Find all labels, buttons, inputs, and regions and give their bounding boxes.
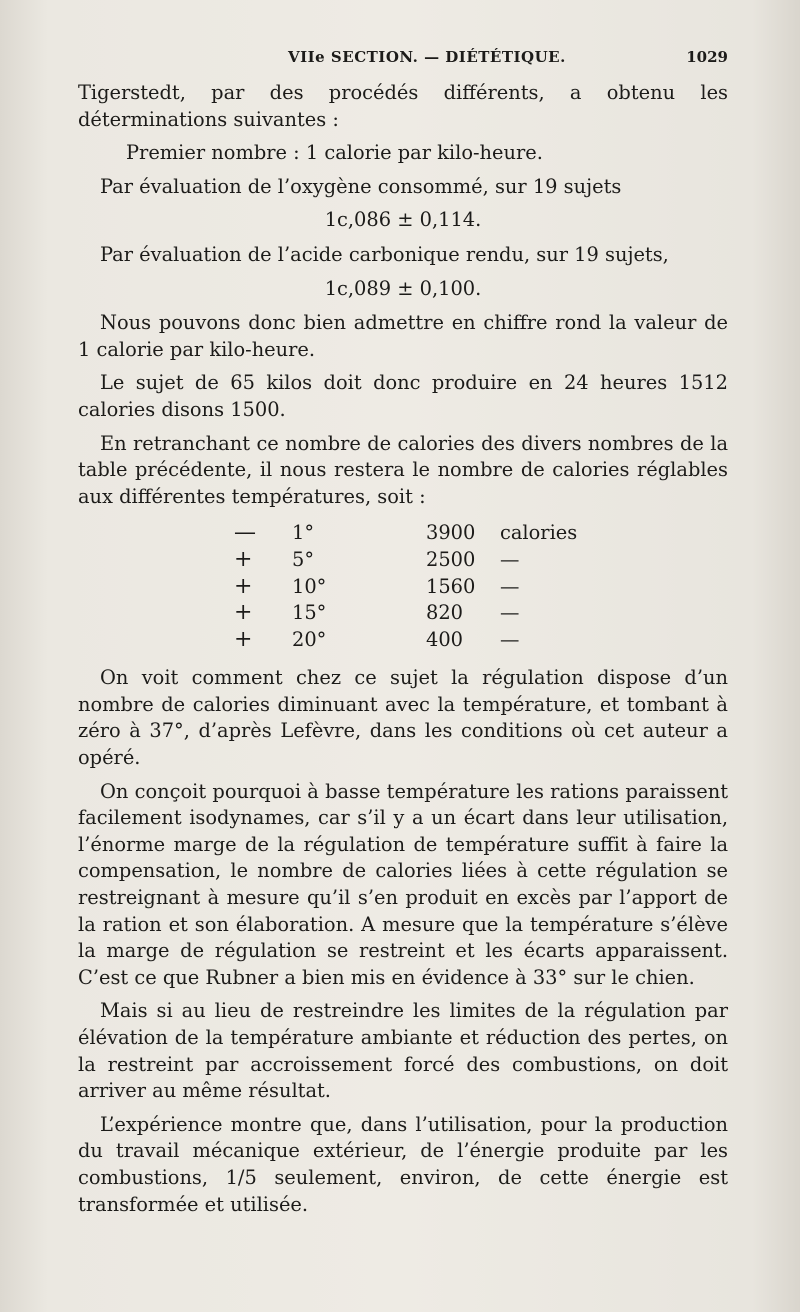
paragraph: Tigerstedt, par des procédés différents, a obtenu les déterminations suivantes : [78,81,728,131]
table-temperature: 15° [292,601,327,625]
formula: 1c,089 ± 0,100. [324,276,482,300]
table-unit: calories [500,521,578,545]
paragraph: Nous pouvons donc bien admettre en chiffre rond la valeur de 1 calorie par kilo-heure. [78,311,728,361]
table-row [78,600,728,627]
table-temperature: 1° [292,521,315,545]
table-sign: + [234,546,253,572]
table-unit: — [500,547,520,571]
table-temperature: 10° [292,574,327,598]
table-unit: — [500,627,520,651]
table-value: 2500 [426,547,476,571]
table-unit: — [500,601,520,625]
paragraph: On conçoit pourquoi à basse température les rations paraissent facilement isodynames, car s’il y a un écart dans leur utilisation, l’énorme marge de la régulation de température suffit à faire la compensation, le nombre de calories liées à cette régulation se restreignant à mesure qu’il s’en produit en excès par l’apport de la ration et son élaboration. A mesure que la température s’élève la marge de régulation se restreint et les écarts apparaissent. C’est ce que Rubner a bien mis en évidence à 33° sur le chien. [78,779,728,989]
table-row [78,547,728,574]
table-temperature: 5° [292,547,315,571]
table-row [78,627,728,654]
paragraph: Par évaluation de l’acide carbonique rendu, sur 19 sujets, [100,242,669,266]
table-row [78,574,728,601]
formula: 1c,086 ± 0,114. [324,208,482,232]
calorie-table [78,520,728,653]
paragraph: On voit comment chez ce sujet la régulation dispose d’un nombre de calories diminuant avec la température, et tombant à zéro à 37°, d’après Lefèvre, dans les conditions où cet auteur a opéré. [78,666,728,770]
paragraph: Premier nombre : 1 calorie par kilo-heure. [126,141,543,165]
page-number: 1029 [686,48,728,66]
body-text [78,80,728,1225]
paragraph: Par évaluation de l’oxygène consommé, sur 19 sujets [100,174,622,198]
table-sign: + [234,573,253,599]
paragraph: L’expérience montre que, dans l’utilisation, pour la production du travail mécanique extérieur, de l’énergie produite par les combustions, 1/5 seulement, environ, de cette énergie est transformée et utilisée. [78,1112,728,1216]
table-unit: — [500,574,520,598]
table-row [78,520,728,547]
table-sign: + [234,600,253,626]
table-value: 820 [426,601,464,625]
paragraph: Le sujet de 65 kilos doit donc produire en 24 heures 1512 calories disons 1500. [78,371,728,421]
table-sign: + [234,626,253,652]
table-value: 1560 [426,574,476,598]
running-header [78,48,728,74]
table-sign: — [234,520,256,546]
table-temperature: 20° [292,627,327,651]
paragraph: Mais si au lieu de restreindre les limites de la régulation par élévation de la température ambiante et réduction des pertes, on la restreint par accroissement forcé des combustions, on doit arriver au même résultat. [78,999,728,1103]
section-title: VIIe SECTION. — DIÉTÉTIQUE. [288,48,566,66]
table-value: 3900 [426,521,476,545]
table-value: 400 [426,627,464,651]
paragraph: En retranchant ce nombre de calories des divers nombres de la table précédente, il nous restera le nombre de calories réglables aux différentes températures, soit : [78,431,728,508]
